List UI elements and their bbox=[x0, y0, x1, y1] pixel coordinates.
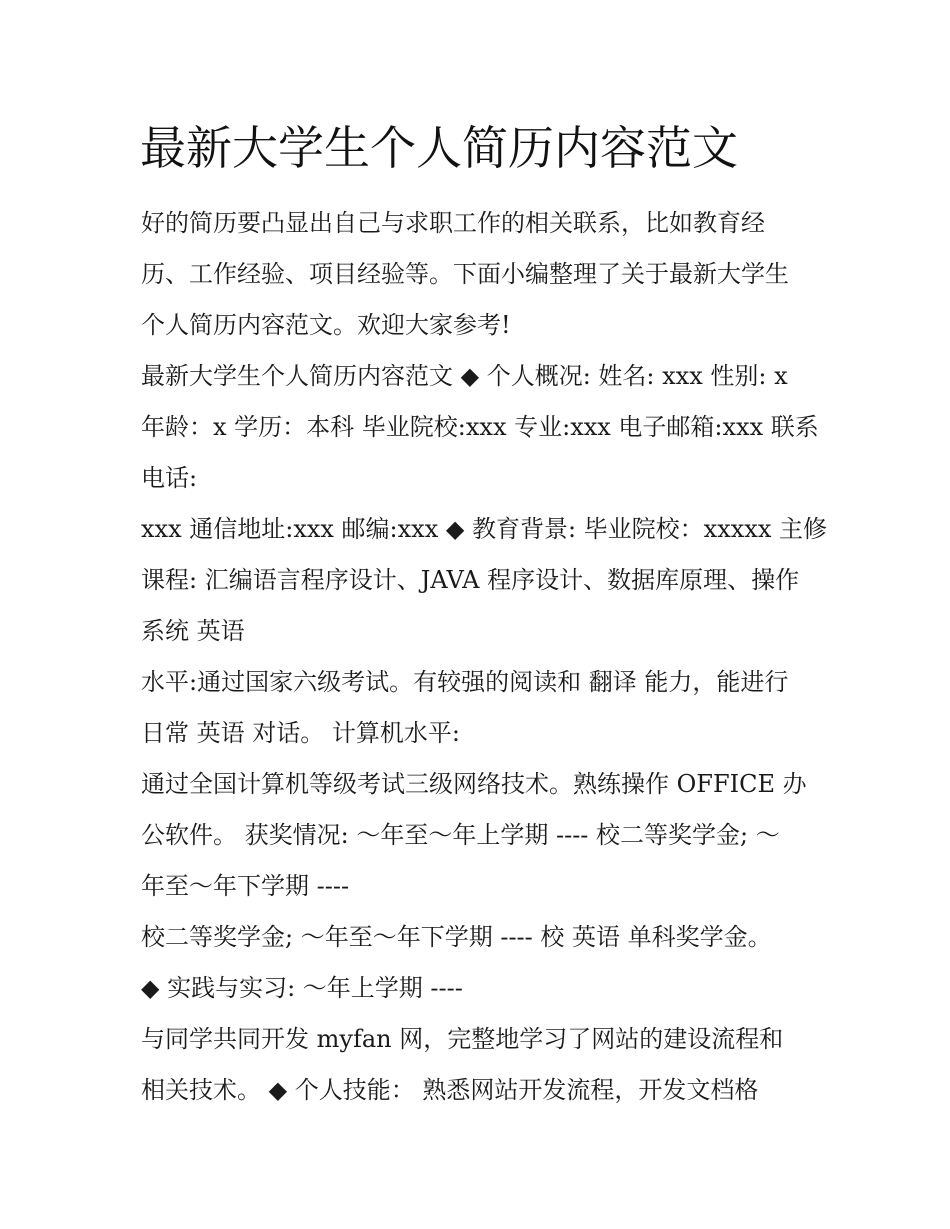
body-line: 公软件。 获奖情况: ～年至～年上学期 ---- 校二等奖学金; ～ bbox=[141, 821, 780, 849]
body-line: 个人简历内容范文。欢迎大家参考! bbox=[141, 311, 511, 339]
body-line: 通过全国计算机等级考试三级网络技术。熟练操作 OFFICE 办 bbox=[141, 770, 807, 798]
body-line: 年龄：x 学历：本科 毕业院校:xxx 专业:xxx 电子邮箱:xxx 联系 bbox=[141, 413, 819, 441]
body-line: 年至～年下学期 ---- bbox=[141, 872, 350, 900]
body-line: 系统 英语 bbox=[141, 617, 245, 645]
body-line: 水平:通过国家六级考试。有较强的阅读和 翻译 能力，能进行 bbox=[141, 668, 789, 696]
body-line: 电话: bbox=[141, 464, 198, 492]
body-line: 与同学共同开发 myfan 网，完整地学习了网站的建设流程和 bbox=[141, 1025, 784, 1053]
body-line: 日常 英语 对话。 计算机水平: bbox=[141, 719, 460, 747]
body-line: xxx 通信地址:xxx 邮编:xxx ◆ 教育背景: 毕业院校：xxxxx 主修 bbox=[141, 515, 827, 543]
document-title: 最新大学生个人简历内容范文 bbox=[140, 121, 738, 175]
body-line: 课程: 汇编语言程序设计、JAVA 程序设计、数据库原理、操作 bbox=[141, 566, 800, 594]
body-line: 好的简历要凸显出自己与求职工作的相关联系，比如教育经 bbox=[141, 209, 765, 237]
body-line: 最新大学生个人简历内容范文 ◆ 个人概况: 姓名: xxx 性别: x bbox=[141, 362, 788, 390]
body-line: 相关技术。 ◆ 个人技能： 熟悉网站开发流程，开发文档格 bbox=[141, 1076, 759, 1104]
document-body bbox=[141, 198, 831, 1116]
body-line: 校二等奖学金; ～年至～年下学期 ---- 校 英语 单科奖学金。 bbox=[141, 923, 772, 951]
body-line: 历、工作经验、项目经验等。下面小编整理了关于最新大学生 bbox=[141, 260, 789, 288]
body-line: ◆ 实践与实习: ～年上学期 ---- bbox=[141, 974, 463, 1002]
